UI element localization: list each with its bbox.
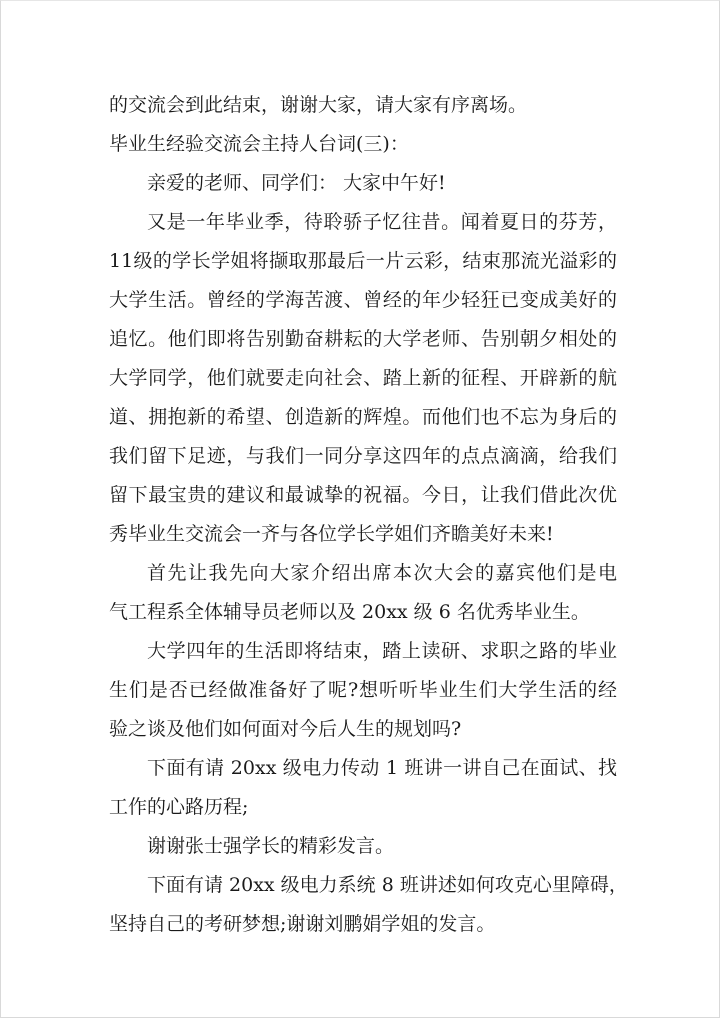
text-line: 下面有请 20xx 级电力系统 8 班讲述如何攻克心里障碍， [147,874,628,896]
text-line: 追忆。他们即将告别勤奋耕耘的大学老师、告别朝夕相处的 [109,328,617,350]
text-line: 大学生活。曾经的学海苦渡、曾经的年少轻狂已变成美好的 [109,289,617,311]
section-heading: 毕业生经验交流会主持人台词(三)： [109,133,409,155]
text-line: 留下最宝贵的建议和最诚挚的祝福。今日，让我们借此次优 [109,484,617,506]
text-line: 首先让我先向大家介绍出席本次大会的嘉宾他们是电 [147,562,617,584]
text-line: 的交流会到此结束，谢谢大家，请大家有序离场。 [109,94,528,116]
text-line: 生们是否已经做准备好了呢?想听听毕业生们大学生活的经 [109,679,617,701]
text-line: 下面有请 20xx 级电力传动 1 班讲一讲自己在面试、找 [147,757,617,779]
text-line: 谢谢张士强学长的精彩发言。 [147,835,395,857]
greeting-line: 亲爱的老师、同学们： 大家中午好! [147,172,446,194]
text-line: 验之谈及他们如何面对今后人生的规划吗? [109,718,462,740]
text-line: 秀毕业生交流会一齐与各位学长学姐们齐瞻美好未来! [109,523,554,545]
text-line: 坚持自己的考研梦想;谢谢刘鹏娟学姐的发言。 [109,913,496,935]
text-line: 我们留下足迹，与我们一同分享这四年的点点滴滴，给我们 [109,445,617,467]
text-line: 11级的学长学姐将撷取那最后一片云彩，结束那流光溢彩的 [109,250,617,272]
text-line: 道、拥抱新的希望、创造新的辉煌。而他们也不忘为身后的 [109,406,617,428]
document-body [109,86,628,944]
text-line: 工作的心路历程; [109,796,249,818]
text-line: 大学同学，他们就要走向社会、踏上新的征程、开辟新的航 [109,367,617,389]
text-line: 气工程系全体辅导员老师以及 20xx 级 6 名优秀毕业生。 [109,601,590,623]
text-line: 又是一年毕业季，待聆骄子忆往昔。闻着夏日的芬芳， [147,211,617,233]
text-line: 大学四年的生活即将结束，踏上读研、求职之路的毕业 [147,640,617,662]
